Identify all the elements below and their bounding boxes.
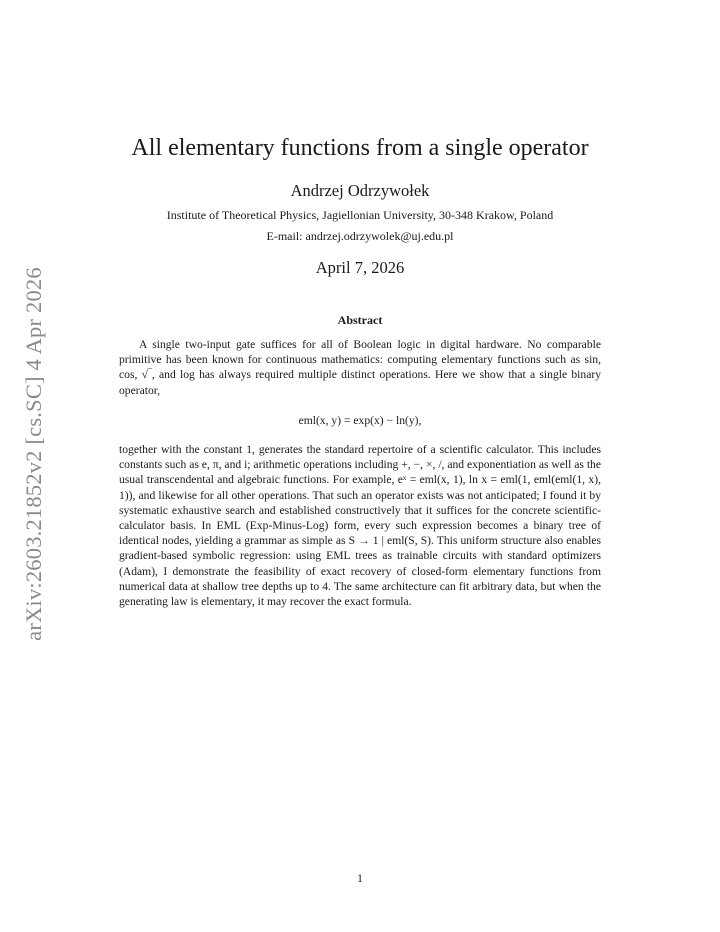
- abstract-paragraph-2: together with the constant 1, generates the standard repertoire of a scientific calculator. This includes constants such as e, π, and i; arithmetic operations including +, −, ×, /, and exponentiation as well as the usual transcendental and algebraic functions. For example, eˣ = eml(x, 1), ln x = eml(1, eml(eml(1, x), 1)), and likewise for all other operations. That such an operator exists was not anticipated; I found it by systematic exhaustive search and established constructively that it suffices for the concrete scientific-calculator basis. In EML (Exp-Minus-Log) form, every such expression becomes a binary tree of identical nodes, yielding a grammar as simple as S → 1 | eml(S, S). This uniform structure also enables gradient-based symbolic regression: using EML trees as trainable circuits with standard optimizers (Adam), I demonstrate the feasibility of exact recovery of closed-form elementary functions from numerical data at shallow tree depths up to 4. The same architecture can fit arbitrary data, but when the generating law is elementary, it may recover the exact formula.: [119, 443, 601, 609]
- abstract-heading: Abstract: [337, 313, 383, 327]
- paper-title: All elementary functions from a single operator: [131, 135, 589, 161]
- abstract-paragraph-1: A single two-input gate suffices for all of Boolean logic in digital hardware. No comparable primitive has been known for continuous mathematics: computing elementary functions such as sin, cos, √‾, and log has always required multiple distinct operations. Here we show that a single binary operator,: [119, 338, 601, 397]
- page-number: 1: [357, 871, 363, 885]
- author-email: E-mail: andrzej.odrzywolek@uj.edu.pl: [266, 229, 454, 243]
- eml-equation: eml(x, y) = exp(x) − ln(y),: [298, 414, 422, 427]
- arxiv-identifier: arXiv:2603.21852v2 [cs.SC] 4 Apr 2026: [21, 267, 47, 641]
- author-affiliation: Institute of Theoretical Physics, Jagiellonian University, 30-348 Krakow, Poland: [166, 208, 554, 222]
- paper-date: April 7, 2026: [315, 258, 405, 277]
- author-name: Andrzej Odrzywołek: [290, 181, 430, 200]
